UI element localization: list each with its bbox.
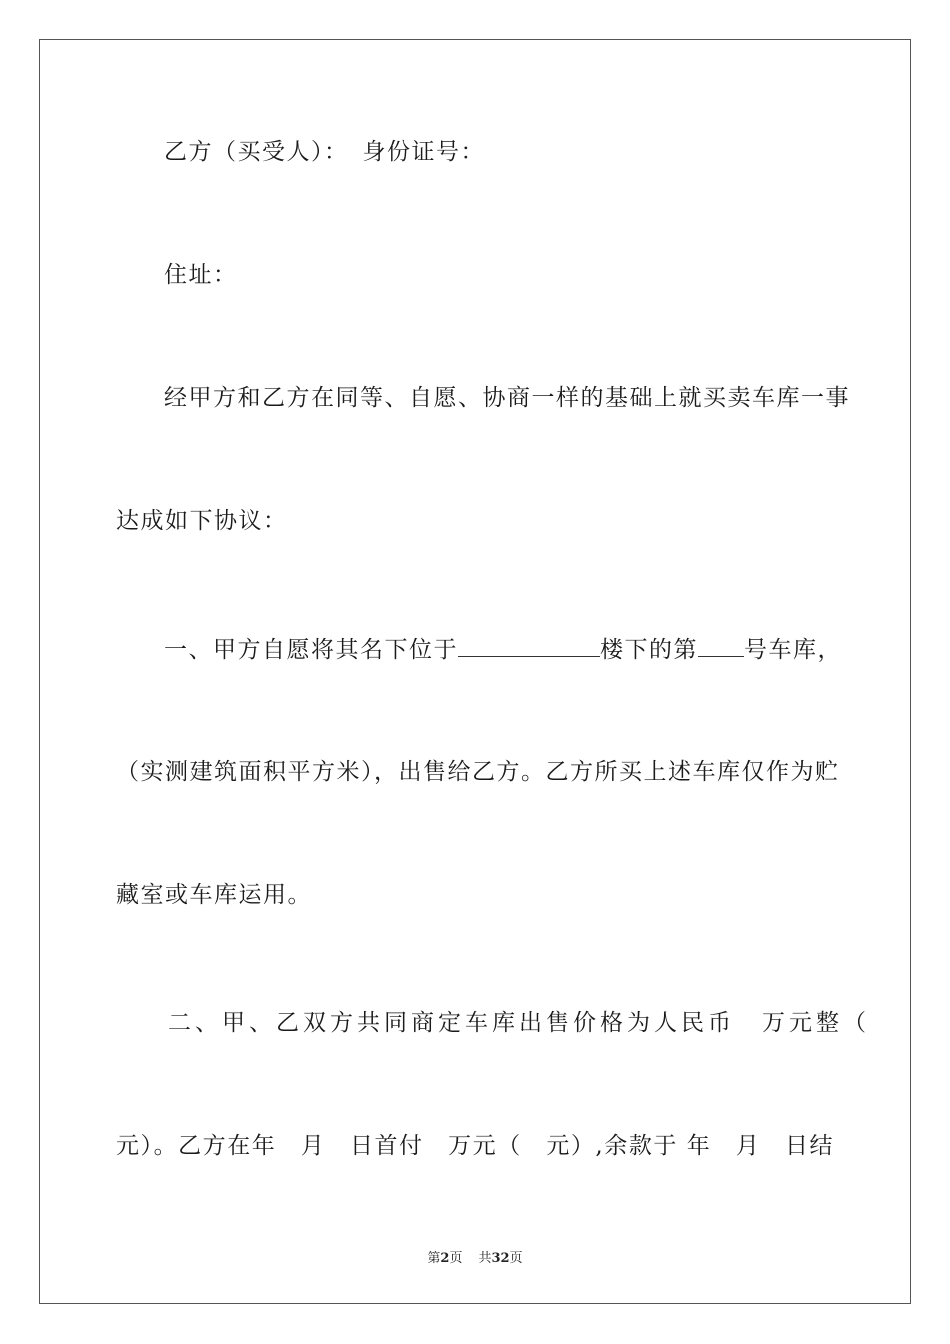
location-blank (458, 634, 600, 657)
page-border (39, 39, 911, 1304)
clause-one-text-c: 号车库， (744, 637, 842, 663)
intro-text: 经甲方和乙方在同等、自愿、协商一样的基础上就买卖车库一事 (164, 385, 850, 411)
paragraph-line (116, 506, 834, 536)
page-footer: 第2页 共32页 (427, 1251, 523, 1266)
area-text: （实测建筑面积平方米），出售给乙方。乙方所买上述车库仅作为贮 (116, 759, 840, 785)
clause-one-text-b: 楼下的第 (600, 637, 698, 663)
clause-two-line (168, 1008, 870, 1038)
buyer-line (164, 137, 834, 167)
clause-one-text-a: 一、甲方自愿将其名下位于 (164, 637, 458, 663)
paragraph-line (116, 757, 840, 787)
clause-one-line (164, 634, 842, 665)
paragraph-line (116, 880, 834, 910)
payment-text: 元）。乙方在年 月 日首付 万元（ 元）,余款于 年 月 日结 (116, 1133, 834, 1159)
id-number-label: 身份证号： (362, 139, 485, 165)
address-label: 住址： (164, 262, 238, 288)
address-line (164, 260, 834, 290)
total-page-number: 32 (491, 1251, 510, 1266)
price-text: 二、甲、乙双方共同商定车库出售价格为人民币 万元整（ (168, 1010, 870, 1036)
intro-text-cont: 达成如下协议： (116, 508, 288, 534)
usage-text: 藏室或车库运用。 (116, 882, 312, 908)
paragraph-line (164, 383, 850, 413)
current-page-number: 2 (440, 1251, 450, 1266)
buyer-label: 乙方（买受人）： (164, 139, 349, 165)
garage-number-blank (698, 634, 744, 657)
paragraph-line (116, 1131, 834, 1161)
